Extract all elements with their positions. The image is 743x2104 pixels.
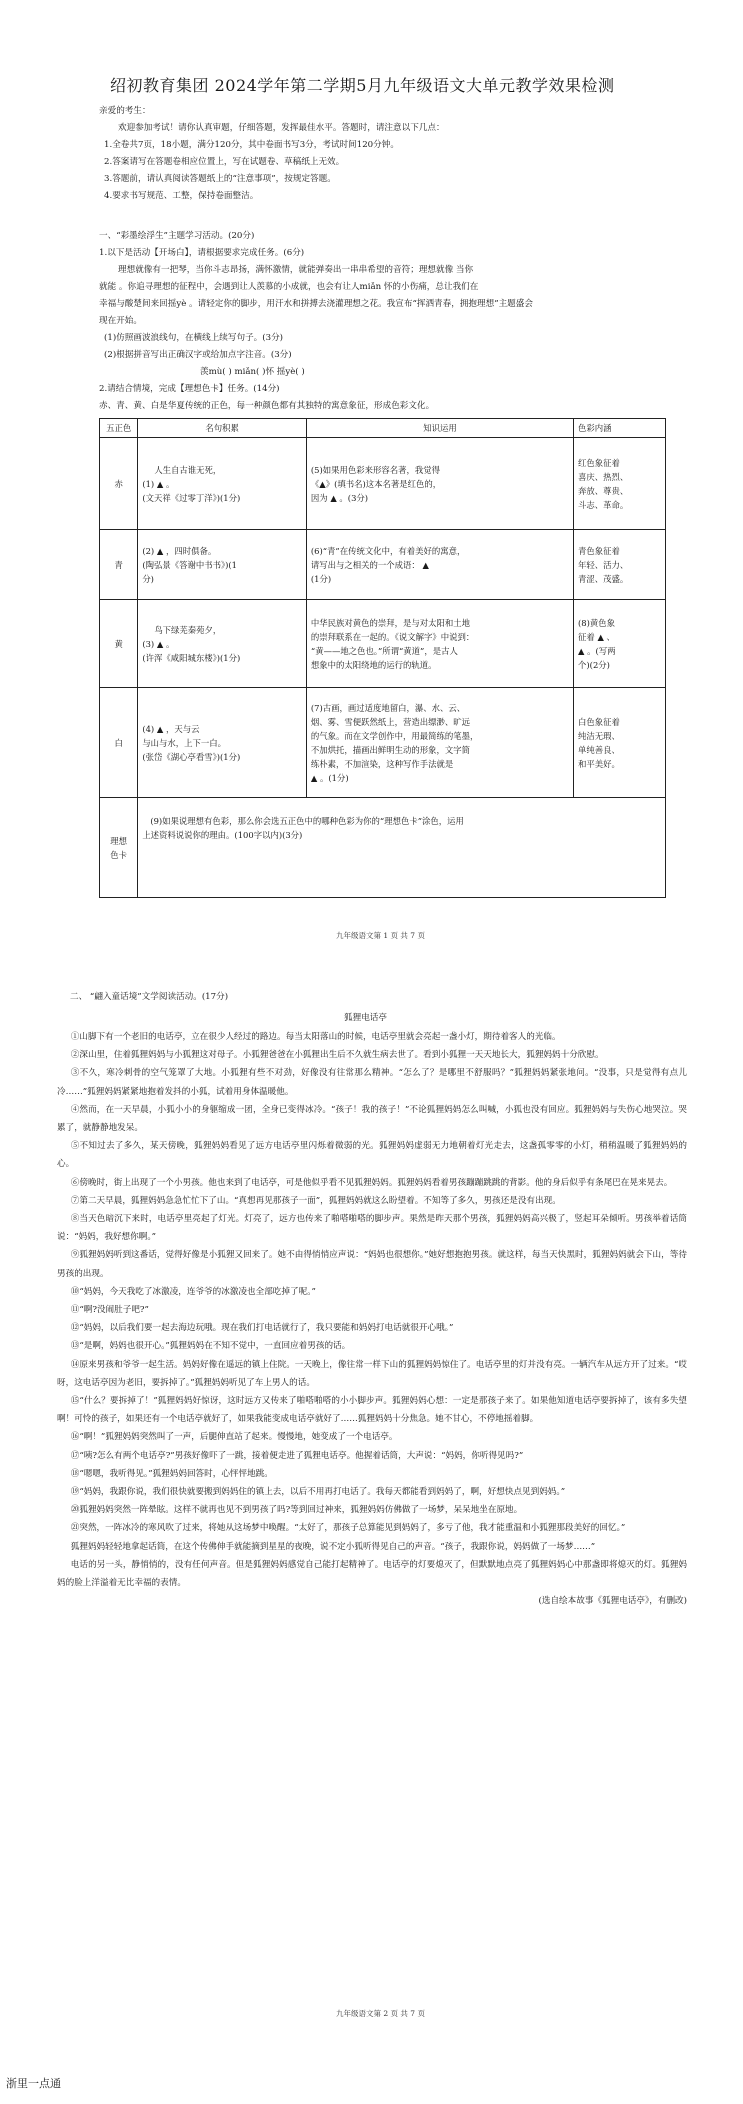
story-paragraph: ⑱“嗯嗯，我听得见。”狐狸妈妈回答时，心怦怦地跳。 xyxy=(70,1468,273,1479)
exam-page-1 xyxy=(0,0,743,960)
knowledge-line: 因为 ▲ 。(3分) xyxy=(310,492,369,503)
story-paragraph: ⑲“妈妈，我跟你说，我们很快就要搬到妈妈住的镇上去，以后不用再打电话了。我每天都能看到妈妈了，啊，好想快点见到妈妈。” xyxy=(70,1487,566,1498)
poem-line: 鸟下绿芜秦苑夕， xyxy=(154,624,222,635)
header-color: 五正色 xyxy=(100,419,138,438)
poem-line: (文天祥《过零丁洋》)(1分) xyxy=(142,492,241,503)
story-paragraph: ②深山里，住着狐狸妈妈与小狐狸这对母子。小狐狸爸爸在小狐狸出生后不久就生病去世了。看到小狐狸一天天地长大，狐狸妈妈十分欣慰。 xyxy=(70,1050,604,1061)
intro-text: 欢迎参加考试！请你认真审题，仔细答题，发挥最佳水平。答题时，请注意以下几点： xyxy=(118,123,445,133)
page-1-footer: 九年级语文第 1 页 共 7 页 xyxy=(336,931,425,940)
header-knowledge: 知识运用 xyxy=(306,419,573,438)
color-cell: 白 xyxy=(100,688,138,798)
meaning-line: 喜庆、热烈、 xyxy=(578,471,629,482)
knowledge-line: 中华民族对黄色的崇拜，是与对太阳和土地 xyxy=(310,617,471,628)
meaning-line: 纯洁无瑕、 xyxy=(578,730,620,741)
poem-line: 人生自古谁无死， xyxy=(154,464,222,475)
greeting: 亲爱的考生： xyxy=(99,106,151,116)
color-card-table xyxy=(99,418,666,898)
story-paragraph: ⑭原来男孩和爷爷一起生活。妈妈好像在遥远的镇上住院。一天晚上，像往常一样下山的狐狸妈妈惊住了。电话亭里的灯并没有亮。一辆汽车从远方开了过来。“哎呀，这电话亭因为老旧，要拆掉了。”狐狸妈妈听见了车上男人的话。 xyxy=(57,1359,687,1388)
knowledge-line: “黄——地之色也。”所谓“黄道”，是古人 xyxy=(310,645,458,656)
story-paragraph: ③不久，寒冷刺骨的空气笼罩了大地。小狐狸有些不对劲，好像没有往常那么精神。“怎么了？是哪里不舒服吗？”狐狸妈妈紧张地问。“没事，只是觉得有点儿冷……”狐狸妈妈紧紧地抱着发抖的小狐，试着用身体温暖他。 xyxy=(57,1068,687,1097)
prompt-line: 上述资料说说你的理由。(100字以内)(3分) xyxy=(142,830,303,840)
section-1-heading: 一、“彩墨绘浮生”主题学习活动。(20分) xyxy=(99,231,255,241)
knowledge-line: 《▲》(填书名)这本名著是红色的， xyxy=(310,478,442,489)
story-paragraph: ⑦第二天早晨，狐狸妈妈急急忙忙下了山。“真想再见那孩子一面”，狐狸妈妈就这么盼望着。不知等了多久，男孩还是没有出现。 xyxy=(70,1195,561,1206)
meaning-line: 征着 ▲ 、 xyxy=(578,631,615,642)
knowledge-line: ▲ 。(1分) xyxy=(310,772,349,783)
poem-line: (张岱《湖心亭看雪》)(1分) xyxy=(142,751,241,762)
question-1-line-1: 理想就像有一把琴，当你斗志昂扬，满怀激情，就能弹奏出一串串希望的音符；理想就像 当你 xyxy=(118,265,474,275)
meaning-line: 和平美好。 xyxy=(578,758,620,769)
poem-cell xyxy=(138,600,307,688)
note-4: 4.要求书写规范、工整，保持卷面整洁。 xyxy=(104,191,259,201)
knowledge-line: 的崇拜联系在一起的。《说文解字》中说到： xyxy=(310,631,475,642)
meaning-line: 青色象征着 xyxy=(578,545,620,556)
story-title: 狐狸电话亭 xyxy=(344,1013,387,1023)
table-row xyxy=(100,600,666,688)
exam-title: 绍初教育集团 2024学年第二学期5月九年级语文大单元教学效果检测 xyxy=(110,76,615,95)
story-paragraph: ⑯“啊！”狐狸妈妈突然叫了一声，后腿伸直站了起来。慢慢地，她变成了一个电话亭。 xyxy=(70,1432,398,1443)
story-paragraph: 狐狸妈妈轻轻地拿起话筒，在这个传佛伸手就能摘到星星的夜晚，说不定小狐听得见自己的声音。“孩子，我跟你说，妈妈做了一场梦……” xyxy=(70,1541,596,1552)
knowledge-cell xyxy=(306,600,573,688)
question-1-sub-2: (2)根据拼音写出正确汉字或给加点字注音。(3分) xyxy=(104,350,292,360)
meaning-cell xyxy=(574,530,666,600)
meaning-line: 斗志、革命。 xyxy=(578,499,629,510)
page-2-footer: 九年级语文第 2 页 共 7 页 xyxy=(336,2009,425,2018)
poem-cell xyxy=(138,688,307,798)
question-1-sub-1: (1)仿照画波浪线句，在横线上续写句子。(3分) xyxy=(104,333,284,343)
story-paragraph: ⑤不知过去了多久，某天傍晚，狐狸妈妈看见了远方电话亭里闪烁着微弱的光。狐狸妈妈虚弱无力地朝着灯光走去，这盏孤零零的小灯，稍稍温暖了狐狸妈妈的心。 xyxy=(57,1141,687,1170)
meaning-line: 奔放、尊贵、 xyxy=(578,485,629,496)
knowledge-line: 请写出与之相关的一个成语： ▲ xyxy=(310,559,429,570)
question-1-line-2: 就能 。你追寻理想的征程中，会遇到让人羡慕的小成就，也会有让人miǎn 怀的小伤痛，总让我们在 xyxy=(99,282,479,292)
meaning-line: 年轻、活力、 xyxy=(578,559,629,570)
poem-line: (陶弘景《答谢中书书》)(1 xyxy=(142,559,237,570)
story-paragraph: ④然而，在一天早晨，小狐小小的身躯缩成一团，全身已变得冰冷。“孩子！我的孩子！”不论狐狸妈妈怎么叫喊，小狐也没有回应。狐狸妈妈与失伤心地哭泣。哭累了，就静静地发呆。 xyxy=(57,1104,687,1134)
knowledge-line: (7)古画，画过适度地留白，瀑、水、云、 xyxy=(310,702,466,713)
meaning-line: 单纯善良、 xyxy=(578,744,620,755)
label-line: 理想 xyxy=(110,835,128,846)
pinyin-blanks: 羡mù( ) miǎn( )怀 摇yè( ) xyxy=(200,367,305,377)
meaning-line: 白色象征着 xyxy=(578,716,620,727)
story-paragraph: ⑨狐狸妈妈听到这番话，觉得好像是小狐狸又回来了。她不由得悄悄应声说：“妈妈也很想你。”她好想抱抱男孩。就这样，每当天快黑时，狐狸妈妈就会下山，等待男孩的出现。 xyxy=(57,1250,687,1279)
table-row xyxy=(100,530,666,600)
story-paragraph: ⑥傍晚时，街上出现了一个小男孩。他也来到了电话亭，可是他似乎看不见狐狸妈妈。狐狸妈妈看着男孩蹦蹦跳跳的背影。他的身后似乎有条尾巴在晃来晃去。 xyxy=(70,1177,673,1188)
story-paragraph: ①山脚下有一个老旧的电话亭，立在很少人经过的路边。每当太阳落山的时候，电话亭里就会亮起一盏小灯，期待着客人的光临。 xyxy=(70,1032,561,1042)
color-cell: 赤 xyxy=(100,438,138,530)
poem-line: (2) ▲ ，四时俱备。 xyxy=(142,545,217,556)
knowledge-line: (6)“青”在传统文化中，有着美好的寓意， xyxy=(310,545,466,556)
story-paragraph: ⑫“妈妈，以后我们要一起去海边玩哦。现在我们打电话就行了，我只要能和妈妈打电话就很开心哦。” xyxy=(70,1323,454,1334)
knowledge-line: (1分) xyxy=(310,573,332,584)
story-paragraph: 电话的另一头，静悄悄的，没有任何声音。但是狐狸妈妈感觉自己能打起精神了。电话亭的灯要熄灭了，但默默地点亮了狐狸妈妈心中那盏即将熄灭的灯。狐狸妈妈的脸上洋溢着无比幸福的表情。 xyxy=(57,1559,687,1589)
poem-line: (1) ▲ 。 xyxy=(142,478,175,489)
meaning-line: ▲ 。(写两 xyxy=(578,645,616,656)
header-poems: 名句积累 xyxy=(138,419,307,438)
ideal-card-label xyxy=(100,798,138,898)
table-row xyxy=(100,688,666,798)
knowledge-line: 不加烘托，描画出鲜明生动的形象，文字简 xyxy=(310,744,471,755)
prompt-line: (9)如果说理想有色彩，那么你会选五正色中的哪种色彩为你的“理想色卡”涂色，运用 xyxy=(150,816,464,826)
meaning-cell xyxy=(574,438,666,530)
knowledge-cell xyxy=(306,530,573,600)
story-paragraph: ⑳狐狸妈妈突然一阵晕眩。这样不就再也见不到男孩了吗?等到回过神来，狐狸妈妈仿佛做了一场梦，呆呆地坐在原地。 xyxy=(70,1505,523,1516)
story-paragraph: ㉑突然，一阵冰冷的寒风吹了过来，将她从这场梦中唤醒。“太好了，那孩子总算能见到妈妈了，多亏了他，我才能重温和小狐狸那段美好的回忆。” xyxy=(70,1523,626,1534)
exam-page-2 xyxy=(0,960,743,2070)
section-2-heading: 二、 “翩入童话境”文学阅读活动。(17分) xyxy=(70,992,229,1002)
note-3: 3.答题前，请认真阅读答题纸上的“注意事项”，按规定答题。 xyxy=(104,174,336,184)
poem-line: 分) xyxy=(142,573,154,584)
table-header-row xyxy=(100,419,666,438)
question-1-line-3: 幸福与酸楚间来回摇yè 。请轻定你的脚步，用汗水和拼搏去浇灌理想之花。我宣布“挥洒青春，拥抱理想”主题盛会 xyxy=(99,299,533,309)
story-body xyxy=(57,1028,687,1611)
note-2: 2.答案请写在答题卷相应位置上，写在试题卷、草稿纸上无效。 xyxy=(104,157,345,167)
knowledge-cell xyxy=(306,438,573,530)
meaning-line: 青涩、茂盛。 xyxy=(578,573,629,584)
poem-line: (3) ▲ 。 xyxy=(142,638,175,649)
story-paragraph: ⑬“是啊，妈妈也很开心。”狐狸妈妈在不知不觉中，一直回应着男孩的话。 xyxy=(70,1341,351,1352)
ideal-card-prompt xyxy=(138,798,666,898)
table-row-ideal-card xyxy=(100,798,666,898)
poem-line: (许浑《咸阳城东楼》)(1分) xyxy=(142,652,241,663)
poem-cell xyxy=(138,438,307,530)
table-row xyxy=(100,438,666,530)
knowledge-line: 想象中的太阳绕地的运行的轨道。 xyxy=(310,659,437,670)
knowledge-line: (5)如果用色彩来形容名著，我觉得 xyxy=(310,464,441,475)
story-source: (选自绘本故事《狐狸电话亭》，有删改) xyxy=(538,1596,687,1607)
knowledge-line: 的气象。而在文学创作中，用最简练的笔墨， xyxy=(310,730,479,741)
meaning-line: 红色象征着 xyxy=(578,457,620,468)
note-1: 1.全卷共7页，18小题，满分120分，其中卷面书写3分，考试时间120分钟。 xyxy=(104,140,399,150)
knowledge-line: 烟、雾、雪便跃然纸上，营造出缥渺、旷远 xyxy=(310,716,471,727)
story-paragraph: ⑮“什么？要拆掉了！”狐狸妈妈好惊讶，这时远方又传来了啪嗒啪嗒的小小脚步声。狐狸妈妈心想：一定是那孩子来了。如果他知道电话亭要拆掉了，该有多失望啊！可怜的孩子，如果还有一个电话亭就好了，如果我能变成电话亭就好了……狐狸妈妈十分焦急。她不甘心，不停地摇着脚。 xyxy=(57,1396,687,1425)
question-2-heading: 2.请结合情境，完成【理想色卡】任务。(14分) xyxy=(99,384,280,394)
story-paragraph: ⑰“咦?怎么有两个电话亭?”男孩好像吓了一跳，接着便走进了狐狸电话亭。他握着话筒，大声说：“妈妈，你听得见吗?” xyxy=(70,1450,524,1461)
story-paragraph: ⑩“妈妈，今天我吃了冰激凌，连爷爷的冰激凌也全部吃掉了呢。” xyxy=(70,1286,316,1297)
meaning-line: (8)黄色象 xyxy=(578,617,616,628)
knowledge-line: 练朴素，不加渲染，这种写作手法就是 xyxy=(310,758,454,769)
question-1-line-4: 现在开始。 xyxy=(99,316,142,326)
poem-cell xyxy=(138,530,307,600)
question-1-heading: 1.以下是活动【开场白】，请根据要求完成任务。(6分) xyxy=(99,248,305,258)
meaning-cell xyxy=(574,688,666,798)
label-line: 色卡 xyxy=(110,849,128,860)
story-paragraph: ⑪“啊?没闹肚子吧?” xyxy=(70,1305,149,1316)
color-cell: 黄 xyxy=(100,600,138,688)
color-cell: 青 xyxy=(100,530,138,600)
knowledge-cell xyxy=(306,688,573,798)
poem-line: 与山与水，上下一白。 xyxy=(142,737,227,748)
question-2-description: 赤、青、黄、白是华夏传统的正色，每一种颜色都有其独特的寓意象征，形成色彩文化。 xyxy=(99,401,435,411)
meaning-line: 个)(2分) xyxy=(578,659,610,670)
header-meaning: 色彩内涵 xyxy=(574,419,666,438)
watermark: 浙里一点通 xyxy=(6,2077,61,2090)
story-paragraph: ⑧当天色暗沉下来时，电话亭里亮起了灯光。灯亮了，远方也传来了啪嗒啪嗒的脚步声。果然是昨天那个男孩，狐狸妈妈高兴极了，竖起耳朵倾听。男孩举着话筒说：“妈妈，我好想你啊。” xyxy=(57,1214,687,1243)
poem-line: (4) ▲ ，天与云 xyxy=(142,723,200,734)
meaning-cell xyxy=(574,600,666,688)
